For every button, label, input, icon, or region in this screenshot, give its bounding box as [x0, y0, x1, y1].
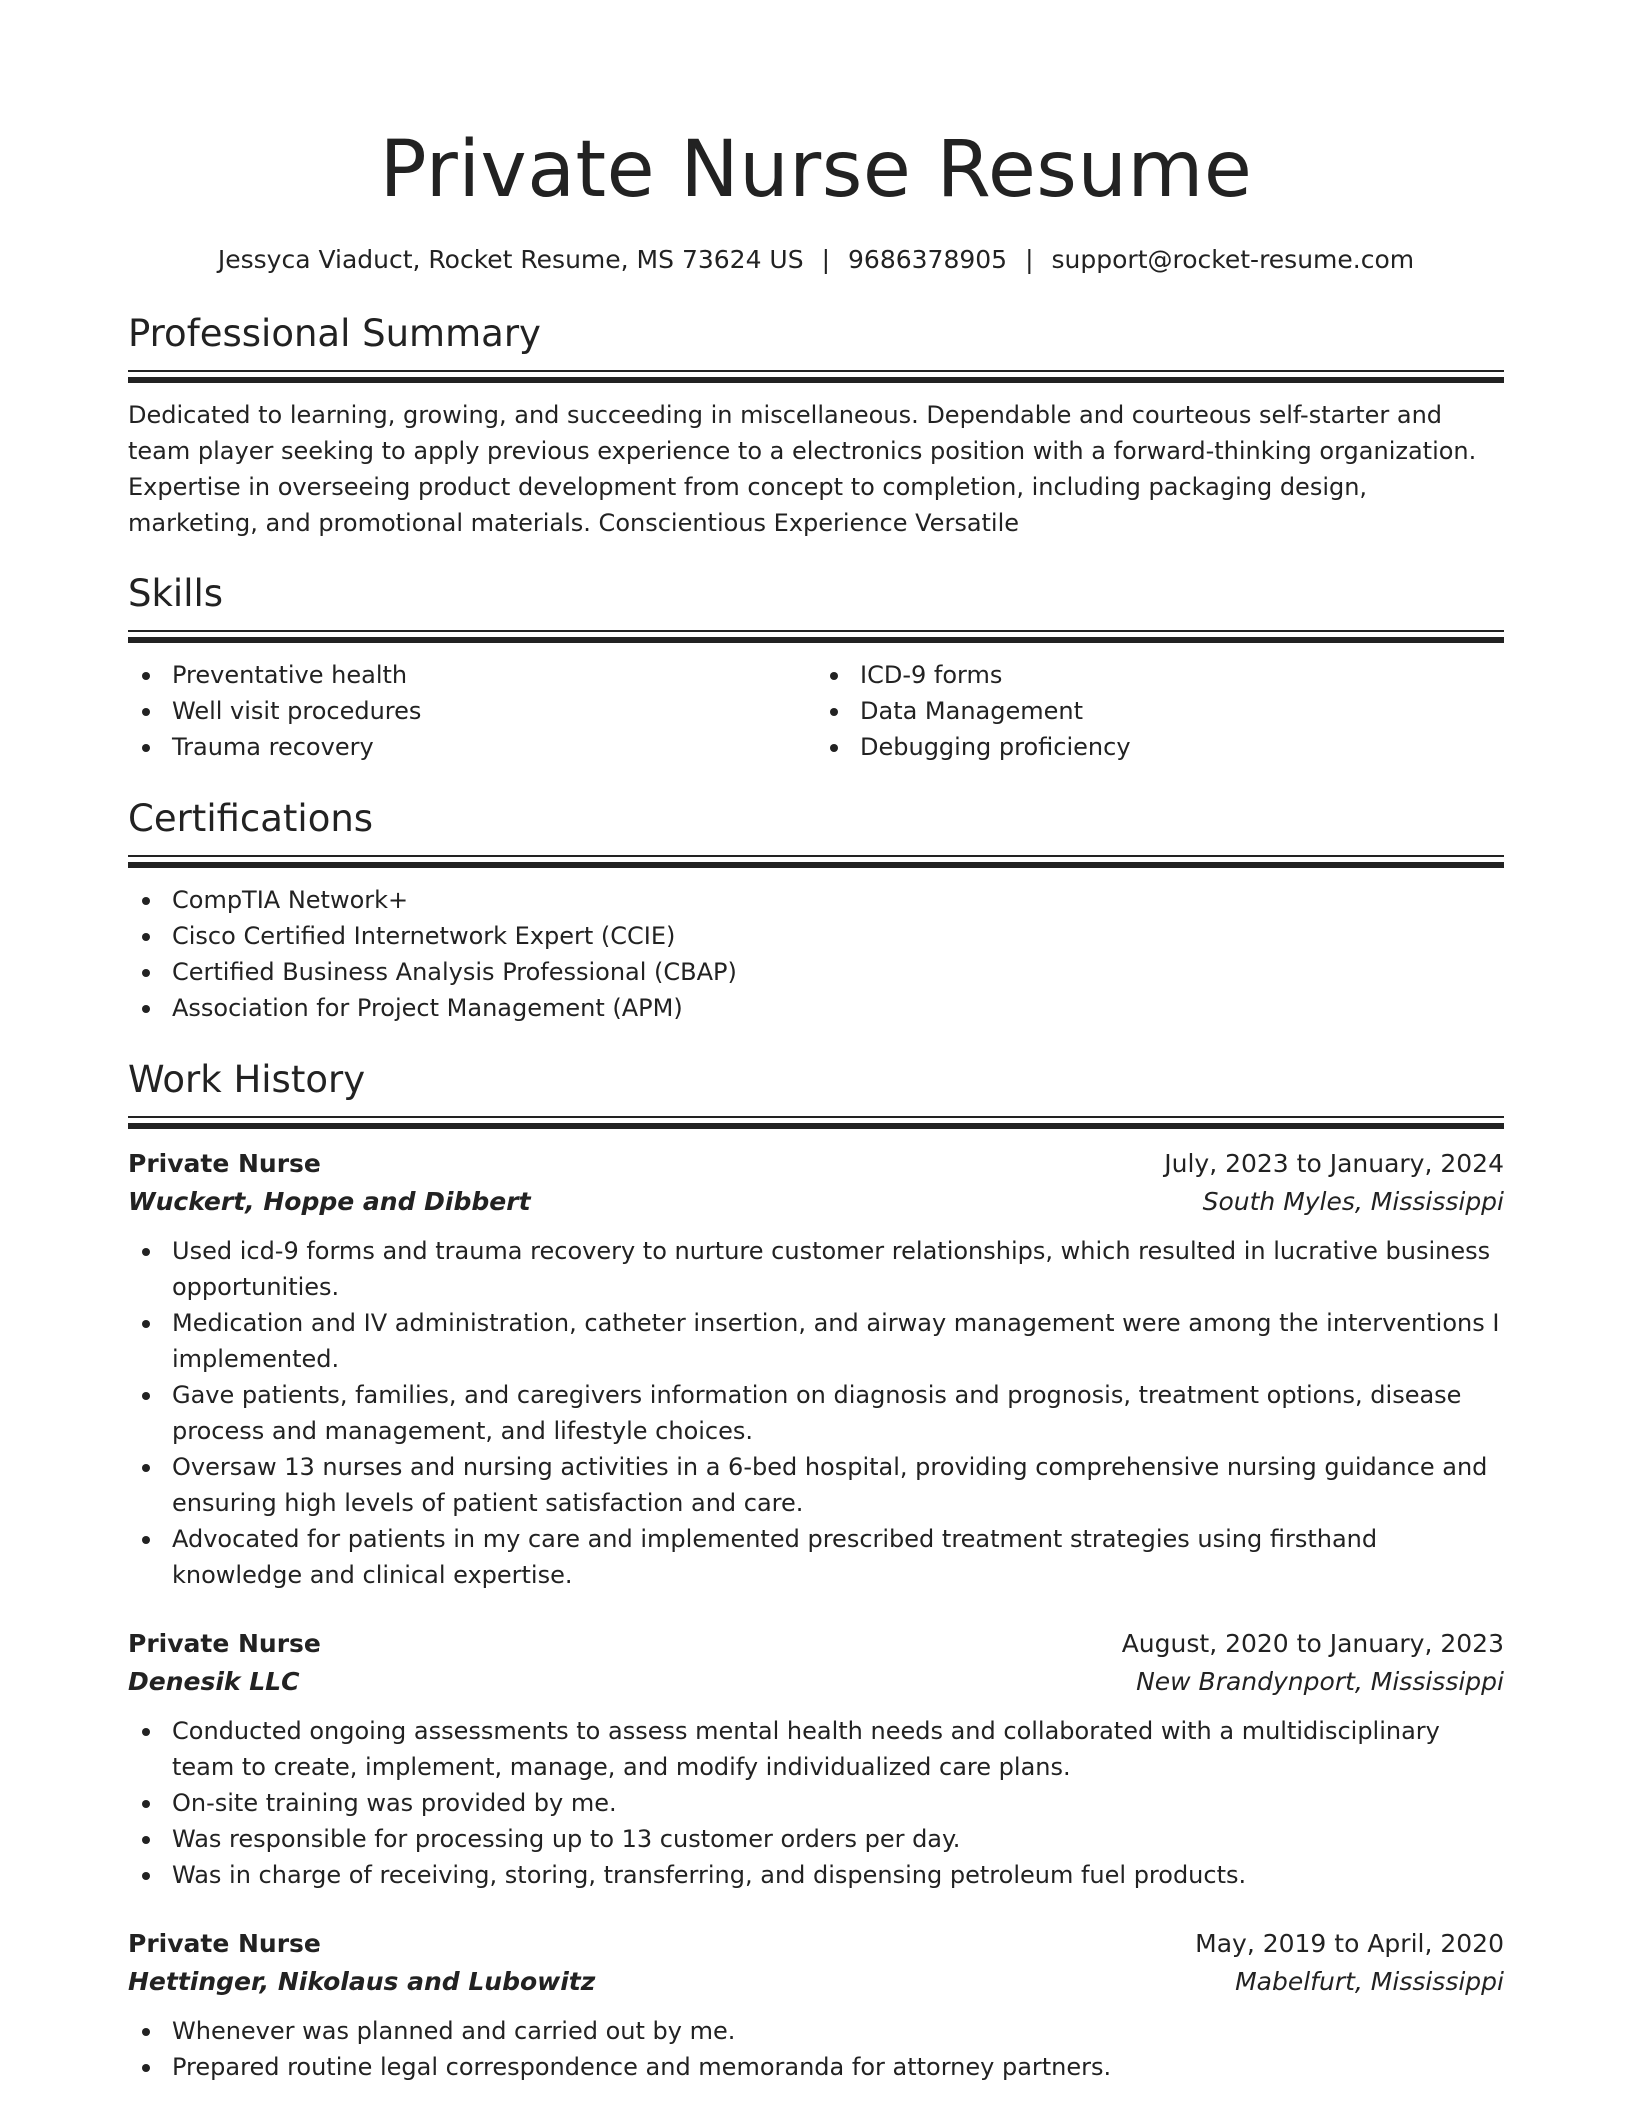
job-header — [128, 1145, 1504, 1183]
skills-section — [128, 570, 1504, 765]
job-entry — [128, 1145, 1504, 1593]
certification-item: Certified Business Analysis Professional (CBAP) — [128, 954, 1504, 990]
job-company: Wuckert, Hoppe and Dibbert — [128, 1187, 531, 1216]
job-dates: July, 2023 to January, 2024 — [1164, 1149, 1504, 1178]
certifications-heading: Certifications — [128, 797, 374, 840]
skill-item: Preventative health — [128, 657, 816, 693]
job-bullets — [128, 1713, 1504, 1893]
job-entry — [128, 1625, 1504, 1893]
skill-item: Data Management — [816, 693, 1504, 729]
job-dates: August, 2020 to January, 2023 — [1121, 1629, 1504, 1658]
contact-separator: | — [1025, 245, 1034, 274]
job-subheader — [128, 1963, 1504, 2001]
skills-grid — [128, 657, 1504, 765]
job-entry — [128, 1925, 1504, 2085]
job-bullet: Conducted ongoing assessments to assess mental health needs and collaborated with a multidisciplinary team to create, implement, manage, and modify individualized care plans. — [128, 1713, 1504, 1785]
job-dates: May, 2019 to April, 2020 — [1195, 1929, 1504, 1958]
job-bullet: Prepared routine legal correspondence and memoranda for attorney partners. — [128, 2049, 1504, 2085]
skills-list-left — [128, 657, 816, 765]
job-bullet: Whenever was planned and carried out by me. — [128, 2013, 1504, 2049]
job-header — [128, 1925, 1504, 1963]
job-title: Private Nurse — [128, 1149, 321, 1178]
job-bullet: Used icd-9 forms and trauma recovery to nurture customer relationships, which resulted in lucrative business opportunities. — [128, 1233, 1504, 1305]
job-bullets — [128, 2013, 1504, 2085]
contact-address: Jessyca Viaduct, Rocket Resume, MS 73624 US — [217, 245, 804, 274]
job-bullet: Gave patients, families, and caregivers information on diagnosis and prognosis, treatment options, disease process and management, and lifestyle choices. — [128, 1377, 1504, 1449]
work-history-heading: Work History — [128, 1058, 366, 1101]
contact-phone: 9686378905 — [848, 245, 1008, 274]
job-bullet: Medication and IV administration, catheter insertion, and airway management were among the interventions I implemented. — [128, 1305, 1504, 1377]
job-company: Denesik LLC — [128, 1667, 300, 1696]
contact-email: support@rocket-resume.com — [1051, 245, 1415, 274]
job-location: New Brandynport, Mississippi — [1136, 1667, 1504, 1696]
summary-heading: Professional Summary — [128, 312, 541, 355]
job-bullet: Oversaw 13 nurses and nursing activities in a 6-bed hospital, providing comprehensive nursing guidance and ensuring high levels of patient satisfaction and care. — [128, 1449, 1504, 1521]
summary-section — [128, 310, 1504, 541]
job-bullet: Was in charge of receiving, storing, transferring, and dispensing petroleum fuel products. — [128, 1857, 1504, 1893]
section-divider — [128, 370, 1504, 383]
resume-page — [128, 118, 1504, 2085]
job-title: Private Nurse — [128, 1629, 321, 1658]
skill-item: ICD-9 forms — [816, 657, 1504, 693]
skills-list-right — [816, 657, 1504, 765]
section-divider — [128, 1116, 1504, 1129]
certifications-list — [128, 882, 1504, 1026]
job-bullet: On-site training was provided by me. — [128, 1785, 1504, 1821]
work-history-section — [128, 1056, 1504, 2085]
job-location: South Myles, Mississippi — [1202, 1187, 1504, 1216]
skills-heading: Skills — [128, 572, 224, 615]
job-title: Private Nurse — [128, 1929, 321, 1958]
certification-item: Cisco Certified Internetwork Expert (CCIE) — [128, 918, 1504, 954]
section-divider — [128, 630, 1504, 643]
certification-item: CompTIA Network+ — [128, 882, 1504, 918]
job-bullet: Was responsible for processing up to 13 customer orders per day. — [128, 1821, 1504, 1857]
job-subheader — [128, 1183, 1504, 1221]
section-divider — [128, 855, 1504, 868]
skill-item: Debugging proficiency — [816, 729, 1504, 765]
certification-item: Association for Project Management (APM) — [128, 990, 1504, 1026]
contact-separator: | — [821, 245, 831, 274]
certifications-section — [128, 795, 1504, 1026]
summary-text: Dedicated to learning, growing, and succeeding in miscellaneous. Dependable and courteous self-starter and team player seeking to apply previous experience to a electronics position with a forward-thinking organization. Expertise in overseeing product development from concept to completion, including packaging design, marketing, and promotional materials. Conscientious Experience Versatile — [128, 401, 1477, 537]
contact-line — [128, 240, 1504, 280]
skill-item: Trauma recovery — [128, 729, 816, 765]
job-subheader — [128, 1663, 1504, 1701]
resume-title: Private Nurse Resume — [379, 125, 1253, 215]
job-location: Mabelfurt, Mississippi — [1235, 1967, 1504, 1996]
skill-item: Well visit procedures — [128, 693, 816, 729]
job-bullets — [128, 1233, 1504, 1593]
job-bullet: Advocated for patients in my care and implemented prescribed treatment strategies using firsthand knowledge and clinical expertise. — [128, 1521, 1504, 1593]
job-header — [128, 1625, 1504, 1663]
job-company: Hettinger, Nikolaus and Lubowitz — [128, 1967, 596, 1996]
